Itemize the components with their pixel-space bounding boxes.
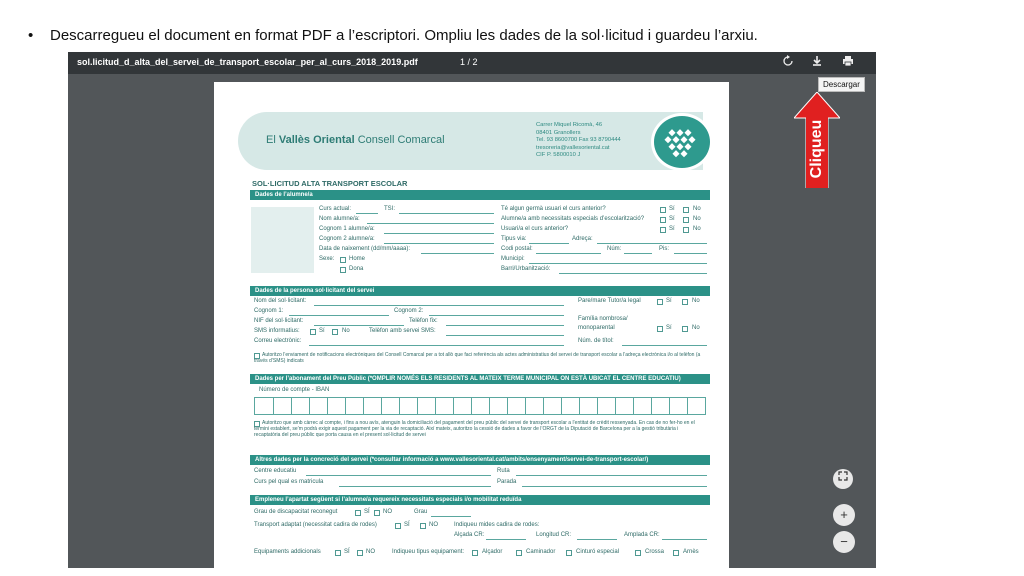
input-codi-postal[interactable] [536,253,601,254]
label-nom-alumne: Nom alumne/a: [319,216,360,222]
label-longitud: Longitud CR: [536,532,572,538]
checkbox-cinturo[interactable] [566,550,572,556]
label-dona: Dona [349,266,364,272]
pdf-filename: sol.licitud_d_alta_del_servei_de_transport_escolar_per_al_curs_2018_2019.pdf [77,57,418,67]
consell-emblem-icon [651,113,713,171]
section-alumne: Dades de l’alumne/a [250,190,710,200]
input-barri[interactable] [559,273,707,274]
label-amplada: Amplada CR: [624,532,660,538]
label-usuari: Usuari/a el curs anterior? [501,226,569,232]
input-ruta[interactable] [516,475,707,476]
label-curs-matricula: Curs pel qual es matricula [254,479,324,485]
label-equipaments: Equipaments addicionals [254,549,321,555]
input-amplada[interactable] [662,539,707,540]
label-no: No [692,298,700,304]
checkbox-especials-no[interactable] [683,217,689,223]
label-sms: SMS informatius: [254,328,300,334]
checkbox-transport-no[interactable] [420,523,426,529]
label-pis: Pis: [659,246,670,252]
consell-logo: El Vallès Oriental Consell Comarcal [266,134,445,146]
checkbox-germa-no[interactable] [683,207,689,213]
checkbox-home[interactable] [340,257,346,263]
document-header [238,112,703,170]
label-arnes: Arnès [683,549,699,555]
download-icon[interactable] [808,54,826,72]
pdf-page [214,82,729,568]
input-curs-matricula[interactable] [339,486,491,487]
input-telefon-fix[interactable] [446,325,564,326]
pdf-toolbar [68,52,876,74]
checkbox-tutor-no[interactable] [682,299,688,305]
bullet: • [28,27,34,44]
zoom-in-button[interactable]: + [833,504,855,526]
header-address: Carrer Miquel Ricomà, 46 08401 Granollers Tel. 93 8600700 Fax 93 8790444 tresoreria@vallesoriental.cat CIF P. 5800010 J [536,122,621,158]
label-telefon-sms: Telèfon amb servei SMS: [369,328,436,334]
label-cinturo: Cinturó especial [576,549,620,555]
input-nom-sollicitant[interactable] [314,305,564,306]
label-home: Home [349,256,366,262]
input-longitud[interactable] [577,539,617,540]
input-naixement[interactable] [421,253,494,254]
input-alcada[interactable] [486,539,526,540]
checkbox-equip-si[interactable] [335,550,341,556]
input-cognom1-alumne[interactable] [384,233,494,234]
label-naixement: Data de naixement (dd/mm/aaaa): [319,246,411,252]
section-abonament: Dades per l’abonament del Preu Públic (*OMPLIR NOMÉS ELS RESIDENTS AL MATEIX TERME MUNICIPAL ON ESTÀ UBICAT EL CENTRE EDUCATIU) [250,374,710,384]
checkbox-alcador[interactable] [472,550,478,556]
input-adreca[interactable] [597,243,707,244]
label-cognom2-alumne: Cognom 2 alumne/a: [319,236,375,242]
instruction-text: Descarregueu el document en format PDF a l’escriptori. Ompliu les dades de la sol·licitud i guardeu l’arxiu. [50,27,758,44]
form-title: SOL·LICITUD ALTA TRANSPORT ESCOLAR [252,179,408,188]
label-no: No [342,328,350,334]
print-icon[interactable] [839,54,857,72]
input-num[interactable] [624,253,652,254]
label-alcador: Alçador [482,549,503,555]
checkbox-especials-si[interactable] [660,217,666,223]
label-no: NO [366,549,375,555]
fit-page-button[interactable] [833,469,853,489]
label-cognom1: Cognom 1: [254,308,284,314]
section-necessitats: Empleneu l’apartat següent si l’alumne/a requereix necessitats especials i/o mobilitat reduïda [250,495,710,505]
label-tutor: Pare/mare Tutor/a legal [578,298,641,304]
checkbox-nombrosa-no[interactable] [682,326,688,332]
input-parada[interactable] [522,486,707,487]
label-barri: Barri/Urbanització: [501,266,551,272]
label-si: SÍ [344,549,350,555]
autoritzo-domiciliacio-text: Autoritzo que amb càrrec al compte, i fins a nou avís, atenguin la domiciliació del pagament del preu públic del servei de transport escolar a l’entitat de crèdit ressenyada. En cas de no fer-ho en el termini establert, se’m podrà exigir aquest pagament per la via de recaptació. Així mateix, autoritzo la cessió de dades a favor de l’ORGT de la Diputació de Barcelona per a la gestió tributària i recaptatòria del preu públic que porta causa en el present sol·licitud de servei [254,420,695,438]
autoritzo-notificacions-text: Autoritzo l’enviament de notificacions electròniques del Consell Comarcal per a tot allò que faci referència als actes administratius del servei de transport escolar a l’adreça electrònica i/o al telèfon (a través d’SMS) indicats [254,352,701,364]
label-num: Núm: [607,246,622,252]
label-tsi: TSI: [384,206,396,212]
label-si: Sí [669,226,675,232]
input-centre[interactable] [306,475,491,476]
checkbox-germa-si[interactable] [660,207,666,213]
checkbox-equip-no[interactable] [357,550,363,556]
pdf-viewer [68,52,876,568]
checkbox-dona[interactable] [340,267,346,273]
label-si: SÍ [364,509,370,515]
input-tsi[interactable] [399,213,494,214]
checkbox-transport-si[interactable] [395,523,401,529]
label-cognom2: Cognom 2: [394,308,424,314]
checkbox-usuari-si[interactable] [660,227,666,233]
label-no: No [693,216,701,222]
input-municipi[interactable] [529,263,707,264]
zoom-out-button[interactable]: − [833,531,855,553]
label-indiqueu-mides: Indiqueu mides cadira de rodes: [454,522,540,528]
photo-box [251,207,314,273]
checkbox-grau-no[interactable] [374,510,380,516]
input-tipus-via[interactable] [529,243,569,244]
label-alcada: Alçada CR: [454,532,485,538]
input-cognom1[interactable] [289,315,389,316]
section-altres: Altres dades per la concreció del servei (*consultar informació a www.vallesoriental.cat/ambits/ensenyament/servei-de-transport-escolar/) [250,455,710,465]
label-curs: Curs actual: [319,206,352,212]
instruction-line [28,27,758,44]
label-si: Sí [666,325,672,331]
checkbox-sms-si[interactable] [310,329,316,335]
label-parada: Parada [497,479,517,485]
page-indicator: 1 / 2 [460,57,478,67]
label-especials: Alumne/a amb necessitats especials d’escolarització? [501,216,645,222]
label-iban: Número de compte - IBAN [259,387,330,393]
input-cognom2-alumne[interactable] [384,243,494,244]
label-correu: Correu electrònic: [254,338,302,344]
checkbox-arnes[interactable] [673,550,679,556]
input-titol[interactable] [622,345,707,346]
label-crossa: Crossa [645,549,665,555]
label-no: No [693,226,701,232]
rotate-icon[interactable] [779,54,797,72]
input-correu[interactable] [309,345,564,346]
label-adreca: Adreça: [572,236,593,242]
input-telefon-sms[interactable] [446,335,564,336]
label-si: Sí [669,206,675,212]
label-nombrosa: Família nombrosa/ [578,316,628,322]
iban-input[interactable] [254,397,706,415]
checkbox-nombrosa-si[interactable] [657,326,663,332]
label-nif: NIF del sol·licitant: [254,318,304,324]
label-grau-reconegut: Grau de discapacitat reconegut [254,509,338,515]
input-grau[interactable] [431,516,471,517]
label-codi-postal: Codi postal: [501,246,533,252]
checkbox-usuari-no[interactable] [683,227,689,233]
label-cognom1-alumne: Cognom 1 alumne/a: [319,226,375,232]
checkbox-crossa[interactable] [635,550,641,556]
input-cognom2[interactable] [429,315,564,316]
input-pis[interactable] [674,253,707,254]
label-si: Sí [666,298,672,304]
cliqueu-label: Cliqueu [808,119,825,179]
section-persona: Dades de la persona sol·licitant del servei [250,286,710,296]
label-centre: Centre educatiu [254,468,297,474]
label-tipus-via: Tipus via: [501,236,527,242]
label-germa: Té algun germà usuari el curs anterior? [501,206,606,212]
checkbox-grau-si[interactable] [355,510,361,516]
label-nom-sollicitant: Nom del sol·licitant: [254,298,307,304]
label-monoparental: monoparental [578,325,615,331]
label-no: No [693,206,701,212]
label-indiqueu-tipus: Indiqueu tipus equipament: [392,549,465,555]
label-titol: Núm. de títol: [578,338,614,344]
download-tooltip: Descargar [818,77,865,92]
input-nif[interactable] [314,325,404,326]
label-no: NO [429,522,438,528]
label-caminador: Caminador [526,549,556,555]
label-grau: Grau [414,509,428,515]
label-telefon-fix: Telèfon fix: [409,318,438,324]
label-sexe: Sexe: [319,256,335,262]
checkbox-caminador[interactable] [516,550,522,556]
label-no: NO [383,509,392,515]
label-no: No [692,325,700,331]
input-curs[interactable] [356,213,378,214]
label-si: Sí [319,328,325,334]
label-ruta: Ruta [497,468,510,474]
checkbox-tutor-si[interactable] [657,299,663,305]
input-nom-alumne[interactable] [367,223,494,224]
label-si: SÍ [404,522,410,528]
checkbox-sms-no[interactable] [332,329,338,335]
cliqueu-annotation [806,108,828,188]
label-transport-adaptat: Transport adaptat (necessitat cadira de rodes) [254,522,377,528]
label-si: Sí [669,216,675,222]
label-municipi: Municipi: [501,256,525,262]
